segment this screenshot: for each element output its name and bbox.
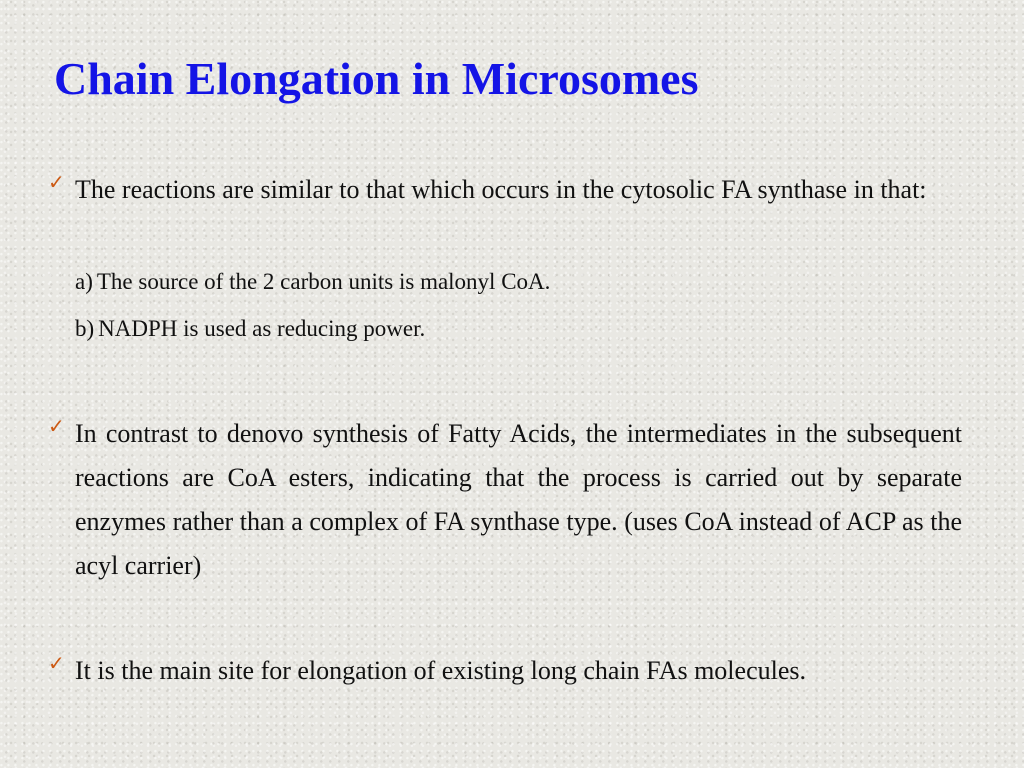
sub-item-text: NADPH is used as reducing power. [98,316,426,341]
sub-item-b [75,314,425,344]
bullet-text: In contrast to denovo synthesis of Fatty Acids, the intermediates in the subsequent reactions are CoA esters, indicating that the process is carried out by separate enzymes rather than a complex of FA synthase type. (uses CoA instead of ACP as the acyl carrier) [75,419,962,580]
bullet-text: The reactions are similar to that which occurs in the cytosolic FA synthase in that: [75,175,927,204]
bullet-item-3 [48,649,962,693]
slide-title: Chain Elongation in Microsomes [54,53,699,104]
bullet-item-2 [48,412,962,588]
checkmark-icon: ✓ [48,170,65,194]
checkmark-icon: ✓ [48,414,65,438]
sub-item-marker: a) [75,269,93,294]
sub-item-a [75,267,550,297]
checkmark-icon: ✓ [48,651,65,675]
sub-item-text: The source of the 2 carbon units is malonyl CoA. [96,269,551,294]
bullet-text: It is the main site for elongation of existing long chain FAs molecules. [75,656,806,685]
sub-item-marker: b) [75,316,95,341]
bullet-item-1 [48,168,962,212]
